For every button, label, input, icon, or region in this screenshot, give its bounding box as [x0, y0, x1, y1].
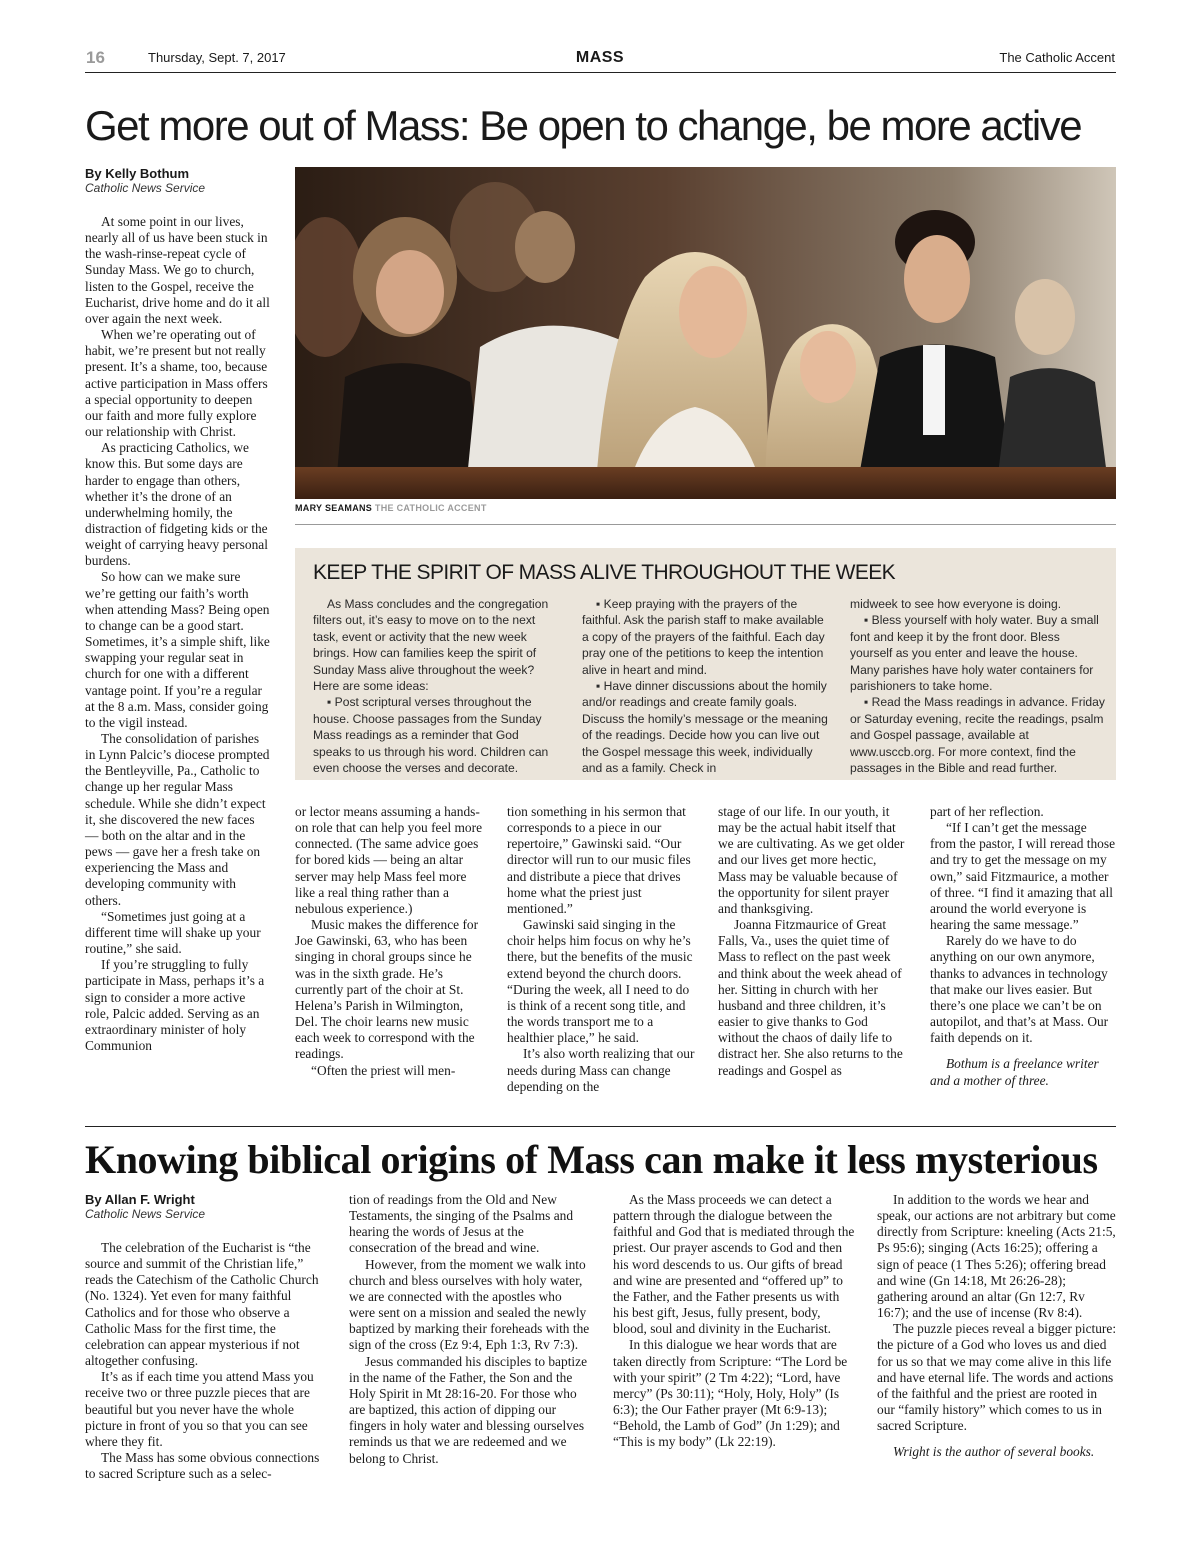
- photo-credit-org: THE CATHOLIC ACCENT: [374, 503, 487, 513]
- article-1-paragraph: The consolidation of parishes in Lynn Palcic’s diocese prompted the Bentleyville, Pa., Catholic to change up her regular Mass schedule. While she didn’t expect it, she discovered the new faces — both on the altar and in the pews — gave her a fresh take on experiencing the Mass and developing community with others.: [85, 731, 270, 908]
- sidebar-paragraph: ▪ Have dinner discussions about the homily and/or readings and create family goals. Discuss the homily’s message or the meaning of the readings. Decide how you can live out the Gospel message this week, individually and as a family. Check in: [582, 679, 828, 776]
- sidebar-column-3: [850, 596, 1105, 776]
- article-2-column-4: [877, 1192, 1117, 1461]
- sidebar-paragraph: ▪ Keep praying with the prayers of the faithful. Ask the parish staff to make available a copy of the prayers of the faithful. Each day pray one of the petitions to keep the intention alive in heart and mind.: [582, 597, 825, 677]
- article-2-column-3: [613, 1192, 855, 1451]
- article-2-paragraph: Jesus commanded his disciples to baptize in the name of the Father, the Son and the Holy Spirit in Mt 28:16-20. For those who are baptized, this action of dipping our fingers in holy water and blessing ourselves reminds us that we are redeemed and we belong to Christ.: [349, 1353, 588, 1466]
- article-2-paragraph: In addition to the words we hear and speak, our actions are not arbitrary but come directly from Scripture: kneeling (Acts 21:5, Ps 95:6); singing (Acts 16:25); offering a sign of peace (1 Thes 5:26); offering bread and wine (Gn 14:18, Mt 26:26-28); gathering around an altar (Gn 12:7, Rv 16:7); and the use of incense (Rv 8:4).: [877, 1192, 1116, 1321]
- article-2-byline: By Allan F. Wright: [85, 1192, 195, 1207]
- article-1-agency: Catholic News Service: [85, 181, 206, 195]
- page-number: 16: [86, 48, 105, 67]
- article-1-paragraph: part of her reflection.: [930, 804, 1044, 819]
- article-2-paragraph: As the Mass proceeds we can detect a pattern through the dialogue between the faithful and God that is mediated through the priest. Our prayer ascends to God and then his word descends to us. Our gifts of bread and wine are presented and “offered up” to the Father, and the Father presents us with his best gift, Jesus, fully present, body, blood, soul and divinity in the Eucharist.: [613, 1192, 855, 1337]
- article-1-paragraph: Gawinski said singing in the choir helps him focus on why he’s there, but the benefits of the music extend beyond the church doors. “During the week, all I need to do is think of a recent song title, and the words transport me to a healthier place,” he said.: [507, 917, 693, 1046]
- article-1-paragraph: or lector means assuming a hands-on role that can help you feel more connected. (The same advice goes for bored kids — being an altar server may help Mass feel more like a real thing rather than a nebulous experience.): [295, 804, 483, 916]
- article-1-headline: Get more out of Mass: Be open to change, be more active: [85, 102, 1082, 149]
- article-1-column-1: [85, 214, 270, 1054]
- article-1-paragraph: Rarely do we have to do anything on our own anymore, thanks to advances in technology that make our lives easier. But there’s one place we can’t be on autopilot, and that’s at Mass. Our faith depends on it.: [930, 933, 1109, 1046]
- article-2-column-1: [85, 1240, 325, 1482]
- article-1-byline-block: [85, 166, 205, 195]
- article-2-paragraph: However, from the moment we walk into church and bless ourselves with holy water, we are connected with the apostles who were sent on a mission and sealed the newly baptized by marking their foreheads with the sign of the cross (Ez 9:4, Eph 1:3, Rv 7:3).: [349, 1256, 590, 1353]
- section-name: MASS: [575, 49, 625, 66]
- sidebar-paragraph: ▪ Post scriptural verses throughout the house. Choose passages from the Sunday Mass readings as a reminder that God speaks to us through his word. Children can even choose the verses and decorate.: [313, 695, 549, 776]
- photo-rule: [295, 524, 1116, 525]
- photo-credit-name: MARY SEAMANS: [295, 503, 373, 513]
- article-2-author-note: Wright is the author of several books.: [893, 1444, 1095, 1460]
- article-1-paragraph: stage of our life. In our youth, it may be the actual habit itself that we are cultivating. As we get older and our lives get more hectic, Mass may be valuable because of the opportunity for silent prayer and thanksgiving.: [718, 804, 905, 916]
- article-1-column-3: [507, 804, 697, 1095]
- article-2-paragraph: tion of readings from the Old and New Testaments, the singing of the Psalms and hearing the words of Jesus at the consecration of the bread and wine.: [349, 1192, 574, 1256]
- article-2-paragraph: The celebration of the Eucharist is “the source and summit of the Christian life,” reads the Catechism of the Catholic Church (No. 1324). Yet even for many faithful Catholics and for those who observe a Catholic Mass for the first time, the celebration can appear mysterious if not altogether confusing.: [85, 1240, 319, 1369]
- article-1-paragraph: If you’re struggling to fully participate in Mass, perhaps it’s a sign to consider a more active role, Palcic added. Serving as an extraordinary minister of holy Communion: [85, 957, 265, 1053]
- article-2-paragraph: It’s as if each time you attend Mass you receive two or three puzzle pieces that are beautiful but you never have the whole picture in front of you so that you can see where they fit.: [85, 1369, 314, 1449]
- article-1-column-2: [295, 804, 485, 1079]
- article-2-column-2: [349, 1192, 591, 1467]
- article-1-paragraph: So how can we make sure we’re getting our faith’s worth when attending Mass? Being open to change can be a good start. Sometimes, it’s a simple shift, like swapping your regular seat in church for one with a different vantage point. If you’re a regular at the 8 a.m. Mass, consider going to the vigil instead.: [85, 569, 270, 730]
- congregation-photo-illustration: [295, 167, 1116, 499]
- article-1-byline: By Kelly Bothum: [85, 166, 190, 181]
- sidebar-column-1: [313, 596, 560, 776]
- article-1-paragraph: When we’re operating out of habit, we’re present but not really present. It’s a shame, too, because active participation in Mass offers a special opportunity to deepen our faith and more fully explore our relationship with Christ.: [85, 327, 268, 440]
- sidebar-title: KEEP THE SPIRIT OF MASS ALIVE THROUGHOUT THE WEEK: [313, 561, 896, 584]
- article-2-paragraph: The Mass has some obvious connections to sacred Scripture such as a selec-: [85, 1450, 320, 1482]
- sidebar-paragraph: ▪ Bless yourself with holy water. Buy a small font and keep it by the front door. Bless yourself as you enter and leave the house. Many parishes have holy water containers for parishioners to take home.: [850, 613, 1099, 694]
- sidebar-column-2: [582, 596, 830, 776]
- article-1-paragraph: “Sometimes just going at a different time will shake up your routine,” she said.: [85, 908, 261, 957]
- article-2-paragraph: The puzzle pieces reveal a bigger picture: the picture of a God who loves us and died for us so that we may come alive in this life and have eternal life. The words and actions of the faithful and the priest are rooted in our “family history” which comes to us in sacred Scripture.: [877, 1321, 1117, 1434]
- article-2-headline: Knowing biblical origins of Mass can make it less mysterious: [85, 1137, 1098, 1182]
- header-rule: [85, 72, 1116, 73]
- article-1-paragraph: It’s also worth realizing that our needs during Mass can change depending on the: [507, 1046, 695, 1094]
- article-1-paragraph: As practicing Catholics, we know this. But some days are harder to engage than others, whether it’s the drone of an underwhelming homily, the distraction of fidgeting kids or the weight of carrying heavy personal burdens.: [85, 440, 268, 569]
- article-1-paragraph: “If I can’t get the message from the pastor, I will reread those and try to get the message on my own,” said Fitzmaurice, a mother of three. “I find it amazing that all around the world everyone is hearing the same message.”: [930, 820, 1116, 933]
- congregation-photo: [295, 167, 1116, 499]
- article-1-column-5: [930, 804, 1116, 1089]
- sidebar-paragraph: midweek to see how everyone is doing.: [850, 597, 1062, 611]
- publication-name: The Catholic Accent: [999, 50, 1115, 65]
- article-1-column-4: [718, 804, 908, 1079]
- article-1-paragraph: Joanna Fitzmaurice of Great Falls, Va., uses the quiet time of Mass to reflect on the past week and think about the week ahead of her. Sitting in church with her husband and three children, it’s easier to give thanks to God without the chaos of daily life to distract her. She also returns to the readings and Gospel as: [718, 917, 903, 1078]
- article-1-author-note: Bothum is a freelance writer and a mother of three.: [930, 1056, 1099, 1088]
- article-1-paragraph: Music makes the difference for Joe Gawinski, 63, who has been singing in choral groups since he was in the sixth grade. He’s currently part of the choir at St. Helena’s Parish in Wilmington, Del. The choir learns new music each week to correspond with the readings.: [295, 917, 479, 1062]
- article-1-paragraph: tion something in his sermon that corresponds to a piece in our repertoire,” Gawinski said. “Our director will run to our music files and distribute a piece that drives home what the priest just mentioned.”: [507, 804, 691, 916]
- sidebar-paragraph: ▪ Read the Mass readings in advance. Friday or Saturday evening, recite the readings, psalm and Gospel passage, available at www.usccb.org. For more context, find the passages in the Bible and read further.: [850, 695, 1105, 776]
- article-2-agency: Catholic News Service: [85, 1207, 206, 1221]
- photo-credit: [295, 503, 487, 513]
- article-divider: [85, 1126, 1116, 1127]
- issue-date: Thursday, Sept. 7, 2017: [148, 50, 286, 65]
- article-2-byline-block: [85, 1192, 205, 1221]
- article-1-paragraph: At some point in our lives, nearly all of us have been stuck in the wash-rinse-repeat cycle of Sunday Mass. We go to church, listen to the Gospel, receive the Eucharist, drive home and do it all over again the next week.: [85, 214, 270, 326]
- article-1-paragraph: “Often the priest will men-: [311, 1062, 456, 1078]
- sidebar-paragraph: As Mass concludes and the congregation filters out, it’s easy to move on to the next task, event or activity that the new week brings. How can families keep the spirit of Sunday Mass alive throughout the week? Here are some ideas:: [313, 597, 549, 694]
- article-2-paragraph: In this dialogue we hear words that are taken directly from Scripture: “The Lord be with your spirit” (2 Tm 4:22); “Lord, have mercy” (Ps 30:11); “Holy, Holy, Holy” (Is 6:3); the Our Father prayer (Mt 6:9-13); “Behold, the Lamb of God” (Jn 1:29); and “This is my body” (Lk 22:19).: [613, 1337, 848, 1450]
